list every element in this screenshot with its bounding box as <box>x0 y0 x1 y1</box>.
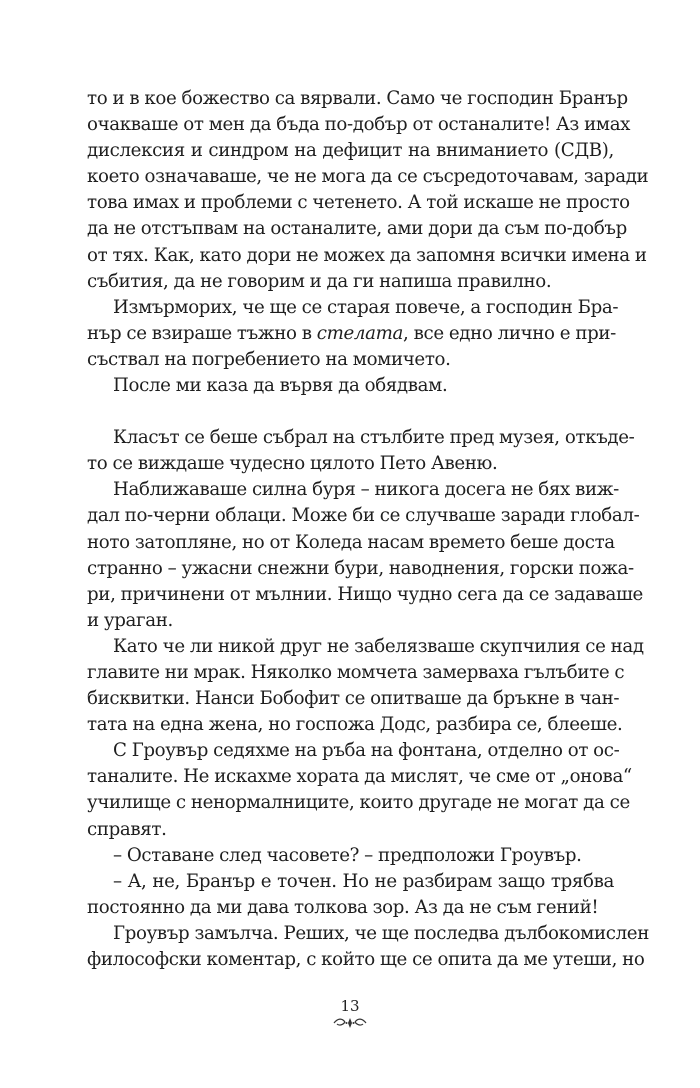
text-line: – Оставане след часовете? – предположи Гроувър. <box>113 844 582 866</box>
text-line: и ураган. <box>87 609 173 631</box>
text-line: главите ни мрак. Няколко момчета замерваха гълъбите с <box>87 661 625 683</box>
text-line: то се виждаше чудесно цялото Пето Авеню. <box>87 453 498 475</box>
text-line: което означаваше, че не мога да се съсредоточавам, заради <box>87 166 649 188</box>
text-line: училище с ненормалниците, които другаде не могат да се <box>87 792 630 814</box>
fleuron-ornament-icon <box>332 1017 368 1029</box>
text-line: Класът се беше събрал на стълбите пред музея, откъде- <box>113 427 635 449</box>
text-line: ното затопляне, но от Коледа насам времето беше доста <box>87 531 615 553</box>
page-number: 13 <box>340 997 360 1015</box>
text-line: Наближаваше силна буря – никога досега не бях виж- <box>113 479 619 501</box>
text-line: постоянно да ми дава толкова зор. Аз да не съм гений! <box>87 896 599 918</box>
text-line: съствал на погребението на момичето. <box>87 348 451 370</box>
section-break <box>87 399 614 425</box>
text-line: дислексия и синдром на дефицит на вниманието (СДВ), <box>87 140 614 162</box>
italic-word: стелата <box>316 322 404 344</box>
text-line: С Гроувър седяхме на ръба на фонтана, отделно от ос- <box>113 740 620 762</box>
text-line: нър се взираше тъжно в стелата, все едно лично е при- <box>87 322 616 344</box>
text-line: философски коментар, с който ще се опита да ме утеши, но <box>87 949 645 970</box>
text-line: то и в кое божество са вярвали. Само че господин Бранър <box>87 88 628 109</box>
text-line: Като че ли никой друг не забелязваше скупчилия се над <box>113 635 644 657</box>
text-line: – А, не, Бранър е точен. Но не разбирам защо трябва <box>113 870 614 892</box>
text-line: това имах и проблеми с четенето. А той искаше не просто <box>87 192 630 214</box>
text-line: таналите. Не искахме хората да мислят, че сме от „онова“ <box>87 766 632 788</box>
text-line: странно – ужасни снежни бури, наводнения, горски пожа- <box>87 557 634 579</box>
body-text <box>87 86 649 973</box>
text-line: После ми каза да вървя да обядвам. <box>113 375 448 397</box>
text-line: от тях. Как, като дори не можех да запомня всички имена и <box>87 244 647 266</box>
text-line: дал по-черни облаци. Може би се случваше заради глобал- <box>87 505 640 527</box>
text-line: ри, причинени от мълнии. Нищо чудно сега да се задаваше <box>87 583 643 605</box>
text-line: бисквитки. Нанси Бобофит се опитваше да бръкне в чан- <box>87 688 620 710</box>
text-line: събития, да не говорим и да ги напиша правилно. <box>87 270 552 292</box>
text-line: Гроувър замълча. Реших, че ще последва дълбокомислен <box>113 922 649 944</box>
text-line: тата на една жена, но госпожа Додс, разбира се, блееше. <box>87 714 623 736</box>
text-line: да не отстъпвам на останалите, ами дори да съм по-добър <box>87 218 627 240</box>
text-line: справят. <box>87 818 167 840</box>
text-line: очакваше от мен да бъда по-добър от останалите! Аз имах <box>87 114 631 136</box>
text-line: Измърморих, че ще се старая повече, а господин Бра- <box>113 296 619 318</box>
